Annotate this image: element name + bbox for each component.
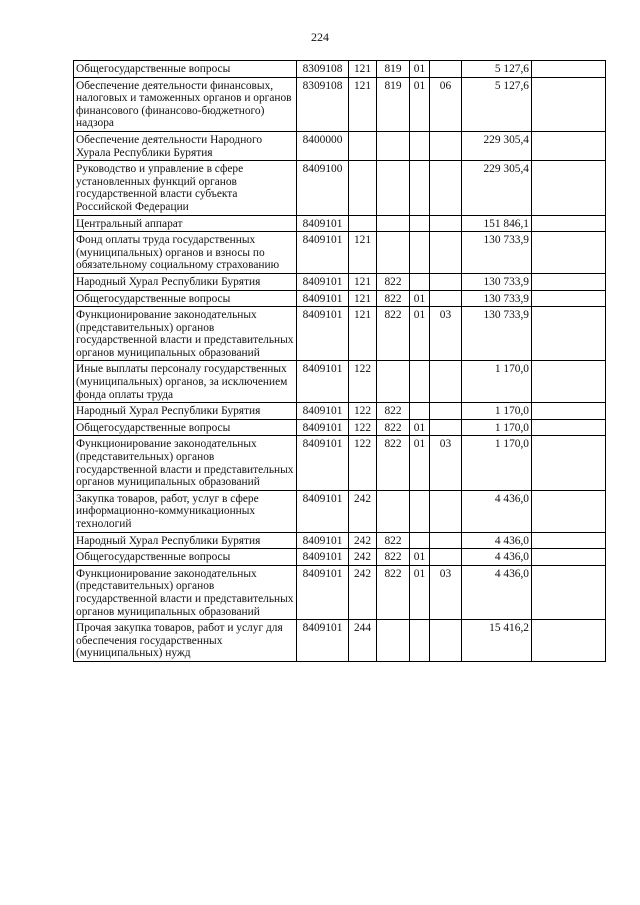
table-row bbox=[74, 620, 606, 662]
administrator-code-cell bbox=[377, 620, 410, 662]
target-article-code-cell: 8309108 bbox=[297, 77, 349, 131]
table-row bbox=[74, 232, 606, 274]
administrator-code-cell bbox=[377, 131, 410, 160]
table-row bbox=[74, 361, 606, 403]
section-code-cell bbox=[410, 215, 430, 232]
target-article-code-cell: 8409101 bbox=[297, 490, 349, 532]
empty-cell bbox=[532, 307, 606, 361]
item-name-cell: Общегосударственные вопросы bbox=[74, 290, 297, 307]
subsection-code-cell bbox=[430, 549, 462, 566]
amount-cell: 130 733,9 bbox=[462, 232, 532, 274]
administrator-code-cell bbox=[377, 490, 410, 532]
amount-cell: 130 733,9 bbox=[462, 273, 532, 290]
target-article-code-cell: 8309108 bbox=[297, 61, 349, 78]
section-code-cell: 01 bbox=[410, 436, 430, 490]
item-name-cell: Функционирование законодательных (представительных) органов государственной власти и представительных органов муниципальных образований bbox=[74, 307, 297, 361]
item-name-cell: Народный Хурал Республики Бурятия bbox=[74, 403, 297, 420]
target-article-code-cell: 8409101 bbox=[297, 436, 349, 490]
amount-cell: 1 170,0 bbox=[462, 436, 532, 490]
target-article-code-cell: 8409101 bbox=[297, 273, 349, 290]
item-name-cell: Функционирование законодательных (представительных) органов государственной власти и представительных органов муниципальных образований bbox=[74, 565, 297, 619]
expense-type-code-cell: 121 bbox=[349, 61, 377, 78]
empty-cell bbox=[532, 436, 606, 490]
table-row bbox=[74, 419, 606, 436]
expense-type-code-cell: 122 bbox=[349, 361, 377, 403]
subsection-code-cell bbox=[430, 161, 462, 215]
amount-cell: 5 127,6 bbox=[462, 61, 532, 78]
subsection-code-cell bbox=[430, 361, 462, 403]
empty-cell bbox=[532, 419, 606, 436]
section-code-cell bbox=[410, 232, 430, 274]
amount-cell: 4 436,0 bbox=[462, 532, 532, 549]
item-name-cell: Народный Хурал Республики Бурятия bbox=[74, 532, 297, 549]
empty-cell bbox=[532, 361, 606, 403]
target-article-code-cell: 8409101 bbox=[297, 307, 349, 361]
administrator-code-cell: 822 bbox=[377, 403, 410, 420]
table-row bbox=[74, 161, 606, 215]
page-number: 224 bbox=[311, 30, 329, 44]
subsection-code-cell bbox=[430, 403, 462, 420]
amount-cell: 4 436,0 bbox=[462, 549, 532, 566]
item-name-cell: Функционирование законодательных (представительных) органов государственной власти и представительных органов муниципальных образований bbox=[74, 436, 297, 490]
expense-type-code-cell: 122 bbox=[349, 436, 377, 490]
section-code-cell: 01 bbox=[410, 61, 430, 78]
subsection-code-cell bbox=[430, 620, 462, 662]
table-row bbox=[74, 61, 606, 78]
item-name-cell: Иные выплаты персоналу государственных (муниципальных) органов, за исключением фонда оплаты труда bbox=[74, 361, 297, 403]
section-code-cell: 01 bbox=[410, 307, 430, 361]
section-code-cell bbox=[410, 532, 430, 549]
empty-cell bbox=[532, 532, 606, 549]
item-name-cell: Общегосударственные вопросы bbox=[74, 419, 297, 436]
subsection-code-cell bbox=[430, 290, 462, 307]
table-row bbox=[74, 565, 606, 619]
amount-cell: 229 305,4 bbox=[462, 131, 532, 160]
table-row bbox=[74, 549, 606, 566]
table-row bbox=[74, 77, 606, 131]
subsection-code-cell bbox=[430, 532, 462, 549]
target-article-code-cell: 8409101 bbox=[297, 361, 349, 403]
section-code-cell bbox=[410, 403, 430, 420]
target-article-code-cell: 8409101 bbox=[297, 215, 349, 232]
subsection-code-cell: 03 bbox=[430, 436, 462, 490]
table-row bbox=[74, 490, 606, 532]
empty-cell bbox=[532, 403, 606, 420]
empty-cell bbox=[532, 290, 606, 307]
budget-table bbox=[73, 60, 606, 662]
item-name-cell: Обеспечение деятельности финансовых, налоговых и таможенных органов и органов финансового (финансово-бюджетного) надзора bbox=[74, 77, 297, 131]
expense-type-code-cell bbox=[349, 215, 377, 232]
target-article-code-cell: 8409101 bbox=[297, 620, 349, 662]
subsection-code-cell bbox=[430, 131, 462, 160]
item-name-cell: Обеспечение деятельности Народного Хурала Республики Бурятия bbox=[74, 131, 297, 160]
budget-table-body bbox=[74, 61, 606, 662]
item-name-cell: Общегосударственные вопросы bbox=[74, 61, 297, 78]
administrator-code-cell: 822 bbox=[377, 273, 410, 290]
administrator-code-cell: 822 bbox=[377, 307, 410, 361]
empty-cell bbox=[532, 620, 606, 662]
amount-cell: 1 170,0 bbox=[462, 419, 532, 436]
amount-cell: 4 436,0 bbox=[462, 565, 532, 619]
expense-type-code-cell: 242 bbox=[349, 549, 377, 566]
section-code-cell: 01 bbox=[410, 77, 430, 131]
section-code-cell bbox=[410, 620, 430, 662]
table-row bbox=[74, 131, 606, 160]
section-code-cell: 01 bbox=[410, 565, 430, 619]
table-row bbox=[74, 403, 606, 420]
item-name-cell: Руководство и управление в сфере установленных функций органов государственной власти субъекта Российской Федерации bbox=[74, 161, 297, 215]
target-article-code-cell: 8409101 bbox=[297, 290, 349, 307]
administrator-code-cell bbox=[377, 232, 410, 274]
section-code-cell: 01 bbox=[410, 549, 430, 566]
amount-cell: 1 170,0 bbox=[462, 403, 532, 420]
item-name-cell: Прочая закупка товаров, работ и услуг для обеспечения государственных (муниципальных) нужд bbox=[74, 620, 297, 662]
section-code-cell bbox=[410, 490, 430, 532]
expense-type-code-cell: 244 bbox=[349, 620, 377, 662]
target-article-code-cell: 8409101 bbox=[297, 565, 349, 619]
section-code-cell bbox=[410, 273, 430, 290]
expense-type-code-cell: 122 bbox=[349, 419, 377, 436]
target-article-code-cell: 8400000 bbox=[297, 131, 349, 160]
amount-cell: 130 733,9 bbox=[462, 307, 532, 361]
amount-cell: 130 733,9 bbox=[462, 290, 532, 307]
section-code-cell bbox=[410, 361, 430, 403]
expense-type-code-cell bbox=[349, 131, 377, 160]
expense-type-code-cell: 121 bbox=[349, 290, 377, 307]
empty-cell bbox=[532, 215, 606, 232]
empty-cell bbox=[532, 273, 606, 290]
subsection-code-cell bbox=[430, 232, 462, 274]
amount-cell: 229 305,4 bbox=[462, 161, 532, 215]
table-row bbox=[74, 532, 606, 549]
expense-type-code-cell: 121 bbox=[349, 77, 377, 131]
subsection-code-cell: 03 bbox=[430, 565, 462, 619]
amount-cell: 5 127,6 bbox=[462, 77, 532, 131]
subsection-code-cell bbox=[430, 215, 462, 232]
table-row bbox=[74, 215, 606, 232]
expense-type-code-cell: 242 bbox=[349, 490, 377, 532]
expense-type-code-cell bbox=[349, 161, 377, 215]
item-name-cell: Фонд оплаты труда государственных (муниципальных) органов и взносы по обязательному социальному страхованию bbox=[74, 232, 297, 274]
empty-cell bbox=[532, 77, 606, 131]
table-row bbox=[74, 307, 606, 361]
expense-type-code-cell: 121 bbox=[349, 232, 377, 274]
table-row bbox=[74, 273, 606, 290]
administrator-code-cell: 822 bbox=[377, 532, 410, 549]
target-article-code-cell: 8409101 bbox=[297, 232, 349, 274]
subsection-code-cell: 03 bbox=[430, 307, 462, 361]
target-article-code-cell: 8409101 bbox=[297, 532, 349, 549]
amount-cell: 15 416,2 bbox=[462, 620, 532, 662]
section-code-cell: 01 bbox=[410, 290, 430, 307]
subsection-code-cell bbox=[430, 61, 462, 78]
amount-cell: 151 846,1 bbox=[462, 215, 532, 232]
expense-type-code-cell: 122 bbox=[349, 403, 377, 420]
target-article-code-cell: 8409101 bbox=[297, 549, 349, 566]
administrator-code-cell: 822 bbox=[377, 419, 410, 436]
expense-type-code-cell: 242 bbox=[349, 532, 377, 549]
subsection-code-cell: 06 bbox=[430, 77, 462, 131]
item-name-cell: Общегосударственные вопросы bbox=[74, 549, 297, 566]
subsection-code-cell bbox=[430, 419, 462, 436]
empty-cell bbox=[532, 549, 606, 566]
empty-cell bbox=[532, 131, 606, 160]
expense-type-code-cell: 242 bbox=[349, 565, 377, 619]
administrator-code-cell: 822 bbox=[377, 549, 410, 566]
administrator-code-cell: 822 bbox=[377, 565, 410, 619]
target-article-code-cell: 8409100 bbox=[297, 161, 349, 215]
administrator-code-cell: 819 bbox=[377, 61, 410, 78]
empty-cell bbox=[532, 161, 606, 215]
table-row bbox=[74, 290, 606, 307]
subsection-code-cell bbox=[430, 490, 462, 532]
item-name-cell: Закупка товаров, работ, услуг в сфере информационно-коммуникационных технологий bbox=[74, 490, 297, 532]
target-article-code-cell: 8409101 bbox=[297, 419, 349, 436]
expense-type-code-cell: 121 bbox=[349, 273, 377, 290]
section-code-cell: 01 bbox=[410, 419, 430, 436]
item-name-cell: Народный Хурал Республики Бурятия bbox=[74, 273, 297, 290]
administrator-code-cell bbox=[377, 161, 410, 215]
subsection-code-cell bbox=[430, 273, 462, 290]
administrator-code-cell bbox=[377, 361, 410, 403]
empty-cell bbox=[532, 490, 606, 532]
expense-type-code-cell: 121 bbox=[349, 307, 377, 361]
administrator-code-cell: 819 bbox=[377, 77, 410, 131]
administrator-code-cell: 822 bbox=[377, 290, 410, 307]
administrator-code-cell: 822 bbox=[377, 436, 410, 490]
target-article-code-cell: 8409101 bbox=[297, 403, 349, 420]
administrator-code-cell bbox=[377, 215, 410, 232]
amount-cell: 4 436,0 bbox=[462, 490, 532, 532]
item-name-cell: Центральный аппарат bbox=[74, 215, 297, 232]
amount-cell: 1 170,0 bbox=[462, 361, 532, 403]
section-code-cell bbox=[410, 131, 430, 160]
section-code-cell bbox=[410, 161, 430, 215]
empty-cell bbox=[532, 61, 606, 78]
empty-cell bbox=[532, 565, 606, 619]
table-row bbox=[74, 436, 606, 490]
empty-cell bbox=[532, 232, 606, 274]
